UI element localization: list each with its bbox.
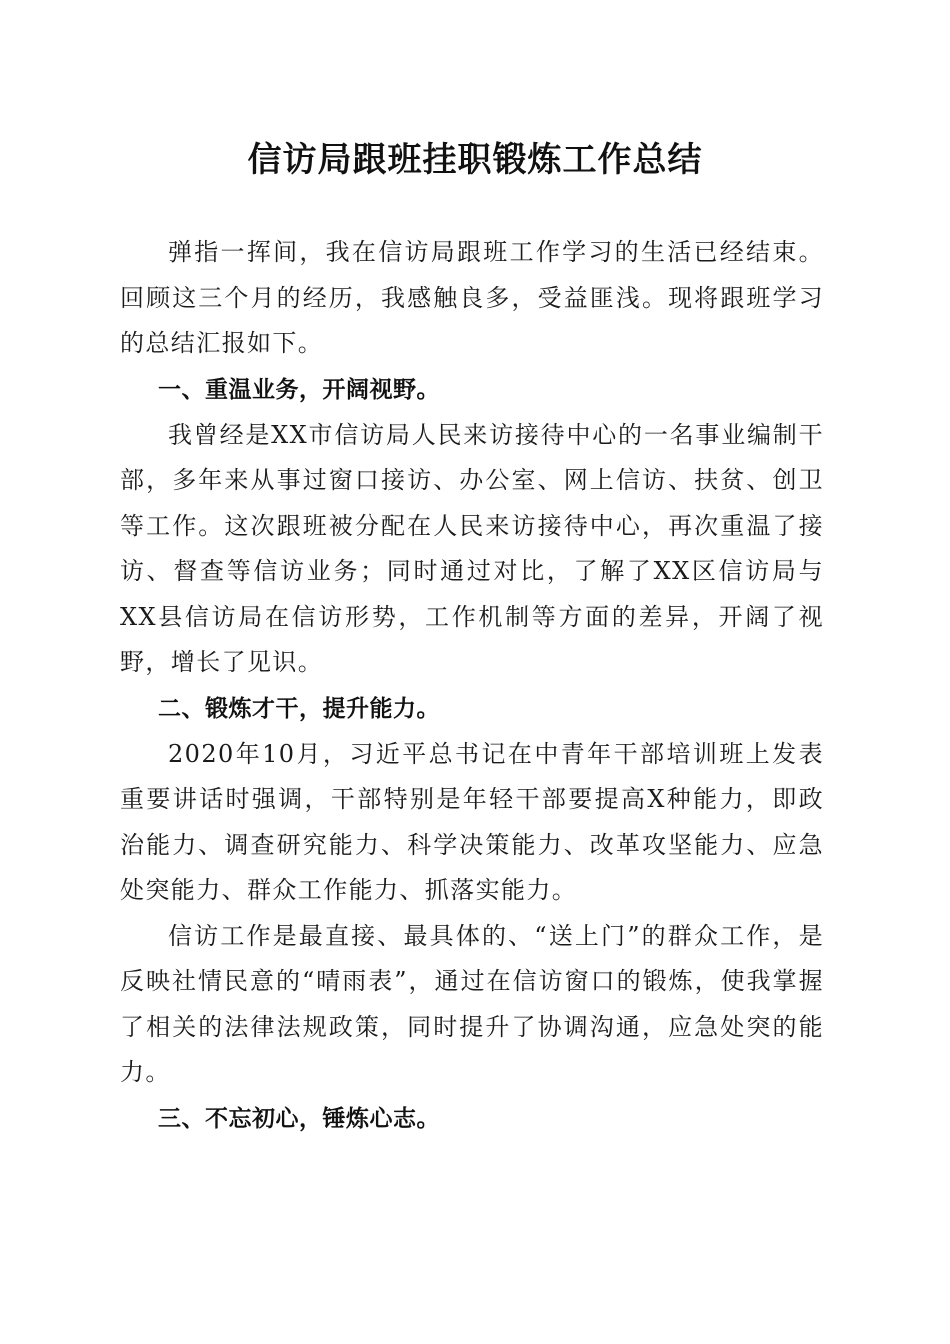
section-heading-2: 二、锻炼才干，提升能力。 [158,695,440,722]
section-2-paragraph-2: 信访工作是最直接、最具体的、“送上门”的群众工作，是反映社情民意的“晴雨表”，通过在信访窗口的锻炼，使我掌握了相关的法律法规政策，同时提升了协调沟通，应急处突的能力。 [120,921,824,1086]
intro-paragraph: 弹指一挥间，我在信访局跟班工作学习的生活已经结束。回顾这三个月的经历，我感触良多，受益匪浅。现将跟班学习的总结汇报如下。 [120,238,824,357]
section-heading-1: 一、重温业务，开阔视野。 [158,376,440,403]
document-body [120,230,824,1142]
section-2-paragraph-1: 2020年10月，习近平总书记在中青年干部培训班上发表重要讲话时强调，干部特别是年轻干部要提高X种能力，即政治能力、调查研究能力、科学决策能力、改革攻坚能力、应急处突能力、群众工作能力、抓落实能力。 [120,739,824,904]
document-title: 信访局跟班挂职锻炼工作总结 [247,140,703,180]
section-1-paragraph-1: 我曾经是XX市信访局人民来访接待中心的一名事业编制干部，多年来从事过窗口接访、办公室、网上信访、扶贫、创卫等工作。这次跟班被分配在人民来访接待中心，再次重温了接访、督查等信访业务；同时通过对比，了解了XX区信访局与XX县信访局在信访形势，工作机制等方面的差异，开阔了视野，增长了见识。 [120,420,824,676]
section-heading-3: 三、不忘初心，锤炼心志。 [158,1105,440,1132]
